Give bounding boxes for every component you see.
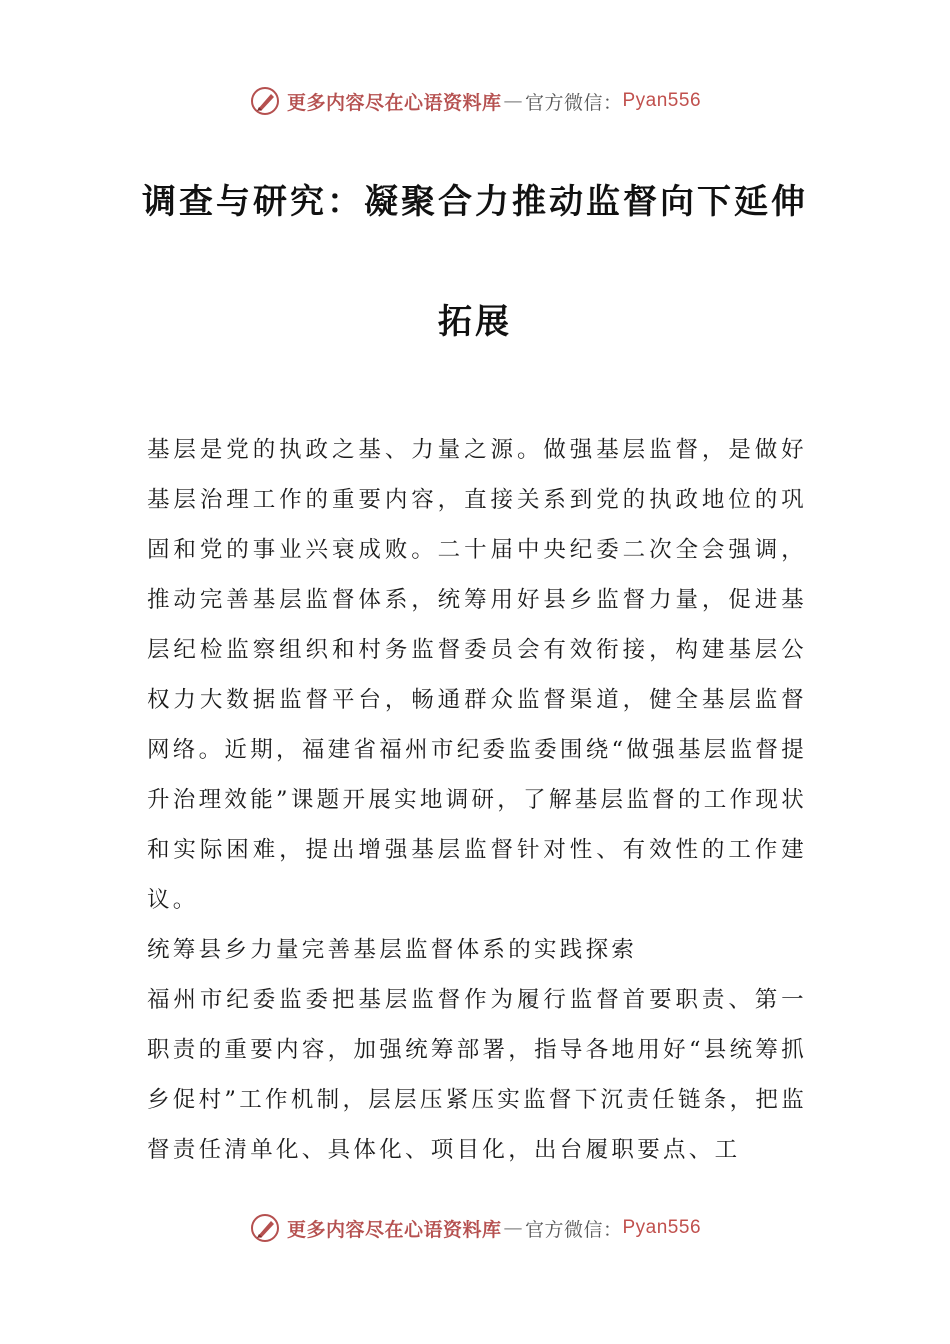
watermark-dash: — <box>503 1217 523 1239</box>
watermark-account: Pyan556 <box>622 1217 702 1238</box>
document-title-line-2: 拓展 <box>438 302 512 342</box>
watermark-dash: — <box>503 90 523 112</box>
section-heading: 统筹县乡力量完善基层监督体系的实践探索 <box>147 937 638 963</box>
document-title-line-1: 调查与研究：凝聚合力推动监督向下延伸 <box>142 182 808 222</box>
paragraph-practice: 福州市纪委监委把基层监督作为履行监督首要职责、第一职责的重要内容，加强统筹部署，指导各地用好“县统筹抓乡促村”工作机制，层层压紧压实监督下沉责任链条，把监督责任清单化、具体化、项目化，出台履职要点、工 <box>147 987 807 1163</box>
pen-circle-icon <box>249 85 281 117</box>
watermark-highlight: 更多内容尽在心语资料库 <box>286 1218 502 1241</box>
watermark-account: Pyan556 <box>622 90 702 111</box>
watermark-highlight: 更多内容尽在心语资料库 <box>286 91 502 114</box>
header-watermark <box>0 85 950 117</box>
watermark-wechat-label: 官方微信： <box>524 1218 623 1241</box>
pen-circle-icon <box>249 1212 281 1244</box>
paragraph-intro: 基层是党的执政之基、力量之源。做强基层监督，是做好基层治理工作的重要内容，直接关系到党的执政地位的巩固和党的事业兴衰成败。二十届中央纪委二次全会强调，推动完善基层监督体系，统筹用好县乡监督力量，促进基层纪检监察组织和村务监督委员会有效衔接，构建基层公权力大数据监督平台，畅通群众监督渠道，健全基层监督网络。近期，福建省福州市纪委监委围绕“做强基层监督提升治理效能”课题开展实地调研，了解基层监督的工作现状和实际困难，提出增强基层监督针对性、有效性的工作建议。 <box>147 437 807 913</box>
footer-watermark <box>0 1212 950 1244</box>
watermark-wechat-label: 官方微信： <box>524 91 623 114</box>
document-body <box>147 425 807 1175</box>
